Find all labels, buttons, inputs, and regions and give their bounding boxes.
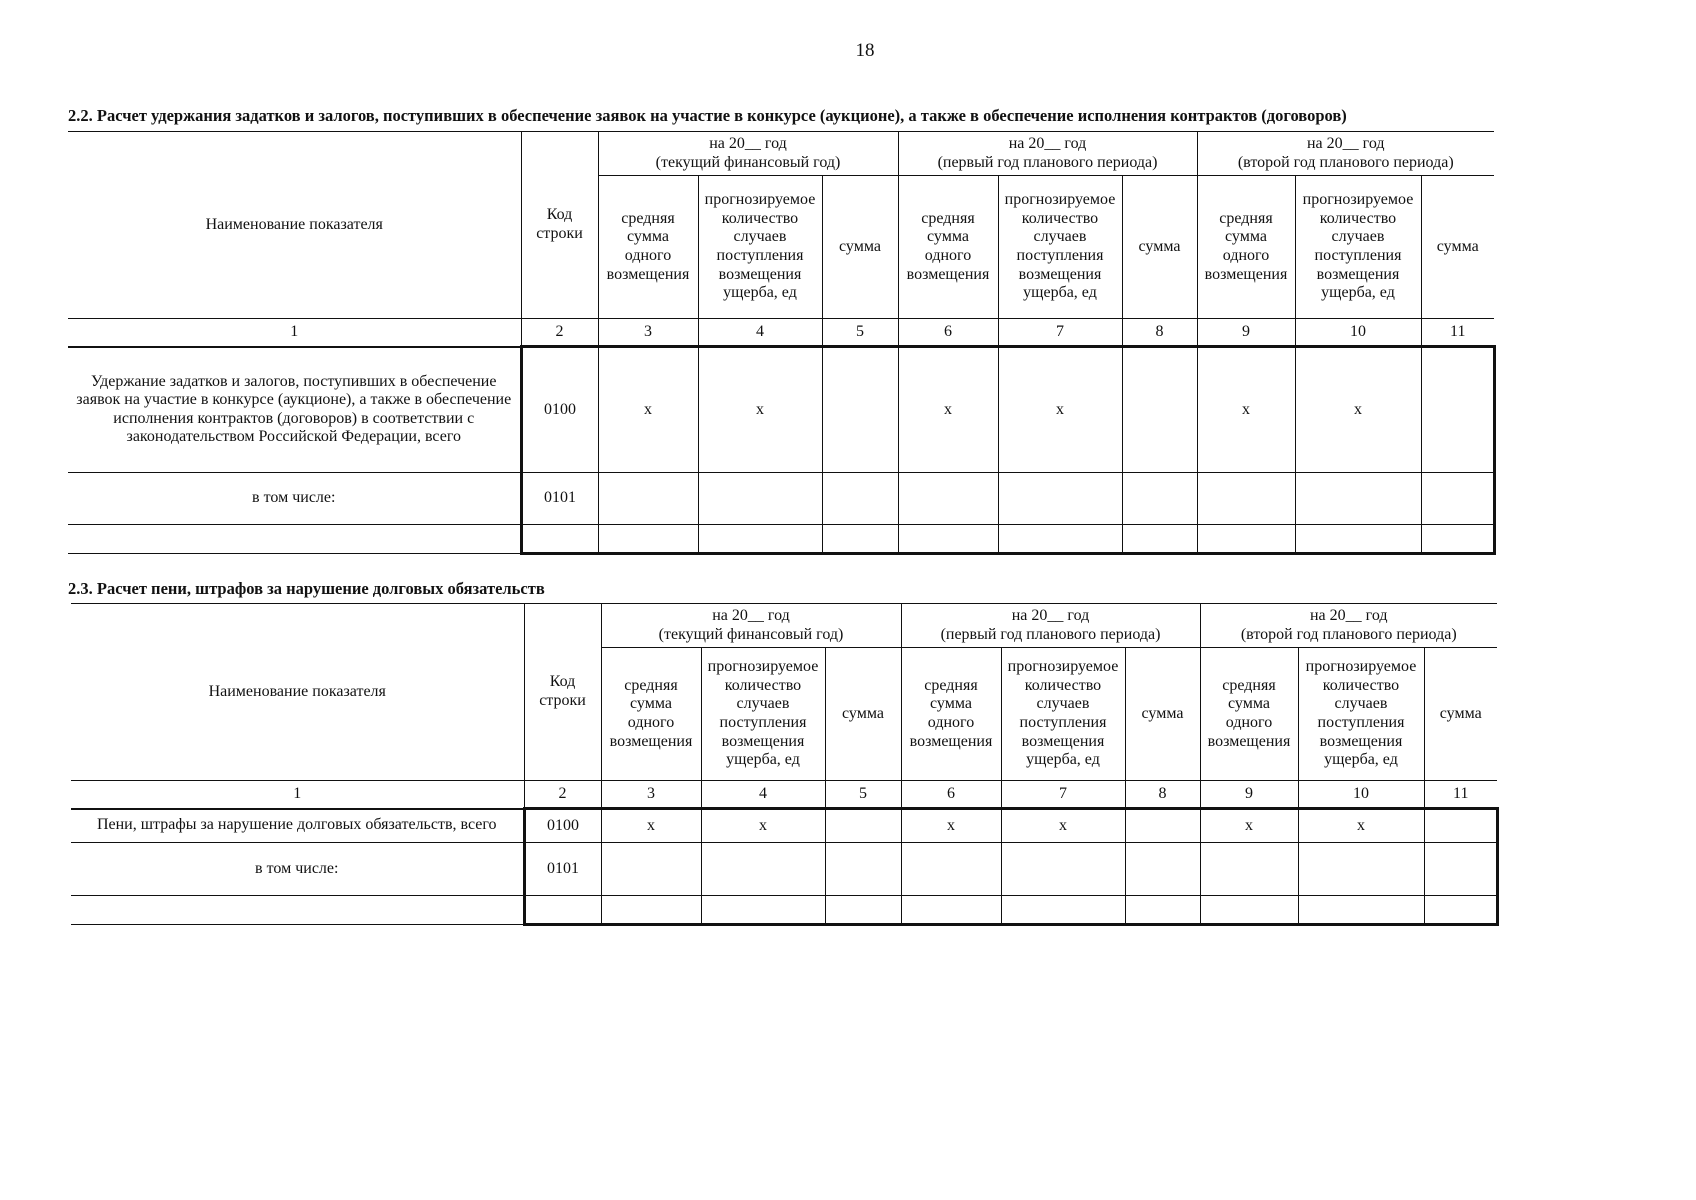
header-code: Код строки: [521, 132, 598, 319]
row-code: 0100: [524, 809, 601, 843]
col-number: 1: [71, 781, 524, 809]
col-number: 9: [1197, 319, 1295, 347]
row-name-total: Пени, штрафы за нарушение долговых обязательств, всего: [71, 809, 524, 843]
value-cell[interactable]: [601, 896, 701, 925]
header-period-current: на 20__ год (текущий финансовый год): [598, 132, 898, 176]
header-avg: средняя сумма одного возмещения: [1197, 176, 1295, 319]
header-sum: сумма: [1421, 176, 1494, 319]
col-number: 9: [1200, 781, 1298, 809]
col-number: 10: [1298, 781, 1424, 809]
value-cell[interactable]: [701, 896, 825, 925]
x-mark: x: [901, 809, 1001, 843]
col-number: 5: [822, 319, 898, 347]
section-title-2-2: 2.2. Расчет удержания задатков и залогов, поступивших в обеспечение заявок на участие в конкурсе (аукционе), а также в обеспечение исполнения контрактов (договоров): [68, 106, 1347, 125]
header-sum: сумма: [1424, 648, 1497, 781]
row-name-empty: [68, 525, 521, 554]
header-avg: средняя сумма одного возмещения: [901, 648, 1001, 781]
header-period-current: на 20__ год (текущий финансовый год): [601, 604, 901, 648]
value-cell[interactable]: [1125, 809, 1200, 843]
value-cell[interactable]: [1298, 896, 1424, 925]
header-name: Наименование показателя: [71, 604, 524, 781]
value-cell[interactable]: [1122, 347, 1197, 473]
value-cell[interactable]: [1295, 473, 1421, 525]
value-cell[interactable]: [1295, 525, 1421, 554]
col-number: 4: [698, 319, 822, 347]
col-number: 6: [898, 319, 998, 347]
header-avg: средняя сумма одного возмещения: [898, 176, 998, 319]
value-cell[interactable]: [998, 473, 1122, 525]
header-count: прогнозируемое количество случаев поступления возмещения ущерба, ед: [698, 176, 822, 319]
header-name: Наименование показателя: [68, 132, 521, 319]
value-cell[interactable]: [1122, 473, 1197, 525]
header-period-first-plan: на 20__ год (первый год планового периода): [898, 132, 1197, 176]
section-title-2-3: 2.3. Расчет пени, штрафов за нарушение долговых обязательств: [68, 579, 545, 598]
value-cell[interactable]: [1001, 843, 1125, 896]
header-count: прогнозируемое количество случаев поступления возмещения ущерба, ед: [998, 176, 1122, 319]
row-name-including: в том числе:: [68, 473, 521, 525]
x-mark: x: [701, 809, 825, 843]
value-cell[interactable]: [598, 525, 698, 554]
header-avg: средняя сумма одного возмещения: [1200, 648, 1298, 781]
header-sum: сумма: [1122, 176, 1197, 319]
x-mark: x: [1001, 809, 1125, 843]
value-cell[interactable]: [1001, 896, 1125, 925]
value-cell[interactable]: [1421, 473, 1494, 525]
value-cell[interactable]: [1421, 525, 1494, 554]
col-number: 7: [998, 319, 1122, 347]
x-mark: x: [998, 347, 1122, 473]
value-cell[interactable]: [825, 843, 901, 896]
row-code: 0101: [521, 473, 598, 525]
value-cell[interactable]: [898, 473, 998, 525]
value-cell[interactable]: [698, 473, 822, 525]
col-number: 3: [598, 319, 698, 347]
col-number: 4: [701, 781, 825, 809]
header-avg: средняя сумма одного возмещения: [598, 176, 698, 319]
x-mark: x: [1197, 347, 1295, 473]
page-number: 18: [855, 40, 875, 61]
header-sum: сумма: [822, 176, 898, 319]
header-count: прогнозируемое количество случаев поступления возмещения ущерба, ед: [1001, 648, 1125, 781]
value-cell[interactable]: [1298, 843, 1424, 896]
col-number: 1: [68, 319, 521, 347]
col-number: 11: [1421, 319, 1494, 347]
header-period-first-plan: на 20__ год (первый год планового периода): [901, 604, 1200, 648]
col-number: 6: [901, 781, 1001, 809]
value-cell[interactable]: [825, 896, 901, 925]
value-cell[interactable]: [822, 525, 898, 554]
value-cell[interactable]: [901, 843, 1001, 896]
col-number: 5: [825, 781, 901, 809]
value-cell[interactable]: [1197, 525, 1295, 554]
x-mark: x: [598, 347, 698, 473]
value-cell[interactable]: [1200, 896, 1298, 925]
value-cell[interactable]: [521, 525, 598, 554]
value-cell[interactable]: [1421, 347, 1494, 473]
value-cell[interactable]: [1200, 843, 1298, 896]
col-number: 11: [1424, 781, 1497, 809]
value-cell[interactable]: [822, 347, 898, 473]
x-mark: x: [1295, 347, 1421, 473]
header-code: Код строки: [524, 604, 601, 781]
table-penalties: [71, 603, 1499, 926]
value-cell[interactable]: [698, 525, 822, 554]
row-name-empty: [71, 896, 524, 925]
value-cell[interactable]: [1122, 525, 1197, 554]
header-count: прогнозируемое количество случаев поступления возмещения ущерба, ед: [1298, 648, 1424, 781]
table-deposits-retention: [68, 131, 1496, 555]
col-number: 10: [1295, 319, 1421, 347]
value-cell[interactable]: [898, 525, 998, 554]
value-cell[interactable]: [901, 896, 1001, 925]
value-cell[interactable]: [598, 473, 698, 525]
row-code: 0101: [524, 843, 601, 896]
value-cell[interactable]: [1424, 809, 1497, 843]
col-number: 2: [521, 319, 598, 347]
header-sum: сумма: [1125, 648, 1200, 781]
col-number: 8: [1122, 319, 1197, 347]
value-cell[interactable]: [1125, 896, 1200, 925]
col-number: 3: [601, 781, 701, 809]
header-count: прогнозируемое количество случаев поступления возмещения ущерба, ед: [1295, 176, 1421, 319]
row-name-including: в том числе:: [71, 843, 524, 896]
x-mark: x: [898, 347, 998, 473]
value-cell[interactable]: [822, 473, 898, 525]
col-number: 8: [1125, 781, 1200, 809]
value-cell[interactable]: [701, 843, 825, 896]
col-number: 2: [524, 781, 601, 809]
value-cell[interactable]: [998, 525, 1122, 554]
value-cell[interactable]: [1197, 473, 1295, 525]
value-cell[interactable]: [1424, 896, 1497, 925]
x-mark: x: [1298, 809, 1424, 843]
header-avg: средняя сумма одного возмещения: [601, 648, 701, 781]
value-cell[interactable]: [524, 896, 601, 925]
header-period-second-plan: на 20__ год (второй год планового периода): [1200, 604, 1497, 648]
x-mark: x: [698, 347, 822, 473]
value-cell[interactable]: [1125, 843, 1200, 896]
value-cell[interactable]: [601, 843, 701, 896]
header-count: прогнозируемое количество случаев поступления возмещения ущерба, ед: [701, 648, 825, 781]
header-sum: сумма: [825, 648, 901, 781]
col-number: 7: [1001, 781, 1125, 809]
x-mark: x: [1200, 809, 1298, 843]
row-name-total: Удержание задатков и залогов, поступивших в обеспечение заявок на участие в конкурсе (аукционе), а также в обеспечение исполнения контрактов (договоров) в соответствии с законодательством Российской Федерации, всего: [68, 347, 521, 473]
header-period-second-plan: на 20__ год (второй год планового периода): [1197, 132, 1494, 176]
value-cell[interactable]: [1424, 843, 1497, 896]
x-mark: x: [601, 809, 701, 843]
row-code: 0100: [521, 347, 598, 473]
value-cell[interactable]: [825, 809, 901, 843]
